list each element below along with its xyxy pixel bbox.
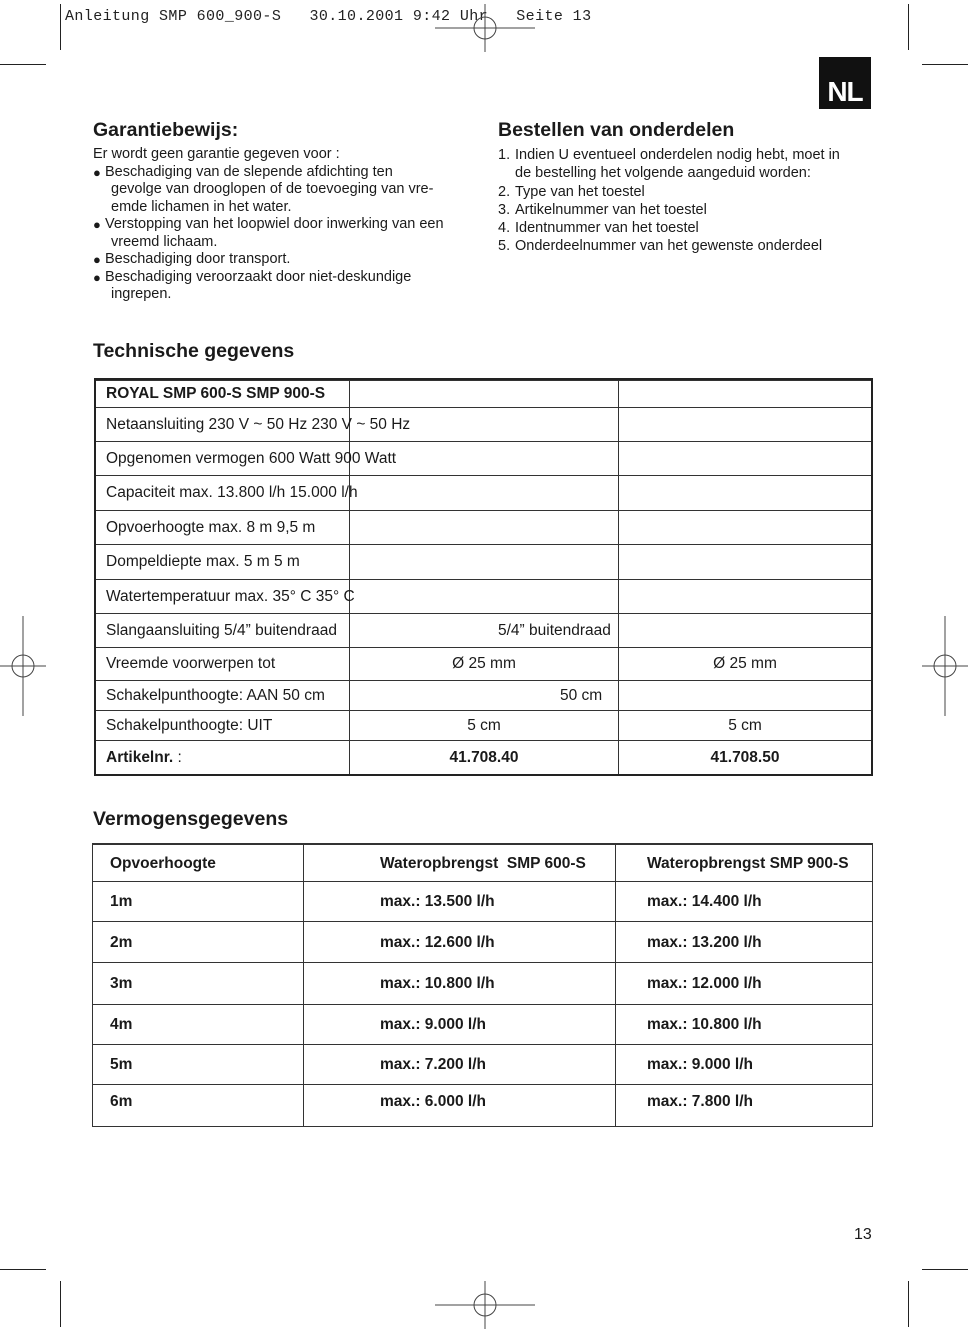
table-row: 6m max.: 6.000 l/h max.: 7.800 l/h [93,1084,872,1127]
table-row: 2m max.: 12.600 l/h max.: 13.200 l/h [93,921,872,963]
performance-title: Vermogensgegevens [93,808,289,830]
warranty-body [93,146,473,304]
print-header: Anleitung SMP 600_900-S 30.10.2001 9:42 Uhr Seite 13 [65,8,592,25]
table-row: Netaansluiting 230 V ~ 50 Hz 230 V ~ 50 Hz [96,407,871,441]
table-row: Vreemde voorwerpen tot Ø 25 mm Ø 25 mm [96,647,871,680]
registration-mark-right-icon [922,616,968,716]
crop-mark-bottom-right-h [922,1269,968,1270]
table-row: 5m max.: 7.200 l/h max.: 9.000 l/h [93,1044,872,1085]
crop-mark-top-left-h [0,64,46,65]
bullet-icon: ● [93,217,101,232]
table-header-row [96,380,871,407]
warranty-intro: Er wordt geen garantie gegeven voor : [93,146,340,162]
table-header-row: Opvoerhoogte Wateropbrengst SMP 600-S Wateropbrengst SMP 900-S [93,844,872,882]
technical-table [94,378,873,776]
warranty-item: ● Beschadiging door transport. [93,251,291,267]
list-item: 2. Type van het toestel [498,183,645,200]
performance-table [92,843,873,1127]
table-row-article: Artikelnr. : 41.708.40 41.708.50 [96,740,871,774]
registration-mark-left-icon [0,616,46,716]
list-item: 5. Onderdeelnummer van het gewenste onderdeel [498,238,823,255]
registration-mark-bottom-icon [435,1281,535,1329]
list-item: 3. Artikelnummer van het toestel [498,201,707,218]
table-row: 3m max.: 10.800 l/h max.: 12.000 l/h [93,962,872,1005]
bullet-icon: ● [93,252,101,267]
list-item: 1. Indien U eventueel onderdelen nodig hebt, moet in de bestelling het volgende aangeduid worden: [498,147,840,182]
table-row: 1m max.: 13.500 l/h max.: 14.400 l/h [93,881,872,922]
table-row: Watertemperatuur max. 35° C 35° C [96,579,871,613]
warranty-item: ● Beschadiging van de slepende afdichting ten gevolge van drooglopen of de toevoeging van vre- emde lichamen in het water. [93,163,434,215]
warranty-title: Garantiebewijs: [93,119,239,141]
crop-mark-bottom-left-h [0,1269,46,1270]
crop-mark-top-right-v [908,4,909,50]
page-number: 13 [854,1226,872,1243]
crop-mark-bottom-right-v [908,1281,909,1327]
crop-mark-top-right-h [922,64,968,65]
table-row: Slangaansluiting 5/4” buitendraad 5/4” buitendraad [96,613,871,647]
warranty-item: ● Beschadiging veroorzaakt door niet-deskundige ingrepen. [93,268,412,302]
crop-mark-bottom-left-v [60,1281,61,1327]
warranty-item: ● Verstopping van het loopwiel door inwerking van een vreemd lichaam. [93,216,444,250]
crop-mark-top-left-v [60,4,61,50]
list-item: 4. Identnummer van het toestel [498,220,699,237]
language-badge: NL [819,57,871,109]
table-row: Dompeldiepte max. 5 m 5 m [96,544,871,579]
registration-mark-top-icon [435,4,535,52]
ordering-title: Bestellen van onderdelen [498,119,735,141]
table-row: Capaciteit max. 13.800 l/h 15.000 l/h [96,475,871,510]
ordering-list [498,146,868,256]
table-row: Schakelpunthoogte: UIT 5 cm 5 cm [96,710,871,740]
bullet-icon: ● [93,164,101,180]
table-row: Opvoerhoogte max. 8 m 9,5 m [96,510,871,544]
table-row: Schakelpunthoogte: AAN 50 cm 50 cm [96,680,871,710]
technical-title: Technische gegevens [93,340,295,362]
bullet-icon: ● [93,269,101,285]
table-row: 4m max.: 9.000 l/h max.: 10.800 l/h [93,1004,872,1045]
technical-header: ROYAL SMP 600-S SMP 900-S [106,385,326,402]
table-row: Opgenomen vermogen 600 Watt 900 Watt [96,441,871,475]
